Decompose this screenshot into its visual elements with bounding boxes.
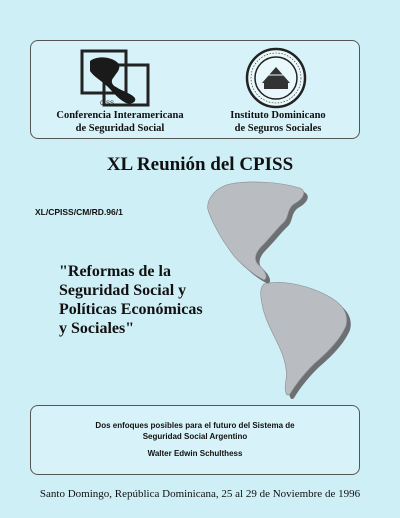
subtitle-line: Dos enfoques posibles para el futuro del Sistema de [95, 421, 295, 430]
left-org-line: Conferencia Interamericana [56, 110, 184, 121]
document-code: XL/CPISS/CM/RD.96/1 [35, 207, 123, 217]
idss-seal-logo [238, 47, 314, 109]
main-title-line: Políticas Económicas [59, 301, 203, 318]
main-title [59, 262, 269, 338]
right-org-line: Instituto Dominicano [230, 110, 326, 121]
author-name: Walter Edwin Schulthess [147, 449, 243, 458]
ciss-logo-text: CISS [100, 101, 115, 107]
meeting-title: XL Reunión del CPISS [106, 154, 294, 175]
right-org-line: de Seguros Sociales [234, 123, 322, 134]
venue-date: Santo Domingo, República Dominicana, 25 al 29 de Noviembre de 1996 [39, 488, 361, 500]
left-org-name [55, 109, 185, 135]
right-org-name [213, 109, 343, 135]
subtitle-line: Seguridad Social Argentino [142, 432, 248, 441]
main-title-line: "Reformas de la [59, 263, 171, 280]
main-title-line: Seguridad Social y [59, 282, 187, 299]
ciss-logo [78, 47, 154, 109]
left-org-line: de Seguridad Social [75, 123, 165, 134]
main-title-line: y Sociales" [59, 320, 135, 337]
